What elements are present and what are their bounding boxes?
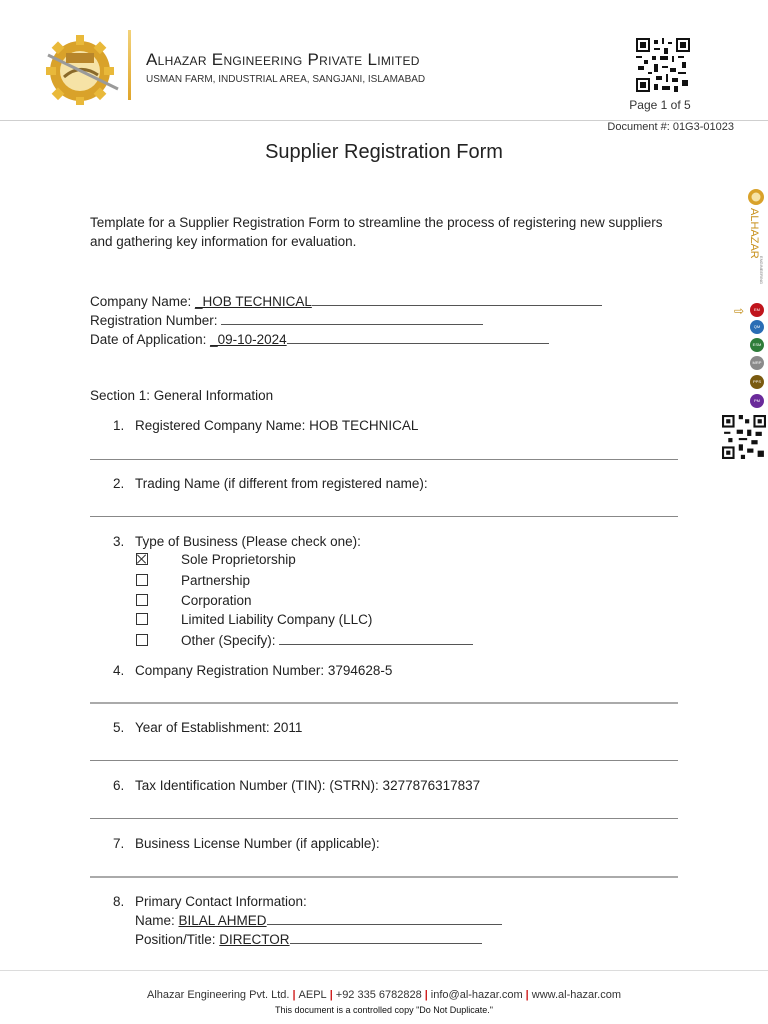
svg-text:ENGINEERING: ENGINEERING [759,256,764,285]
side-tag-esm[interactable]: ESM [750,338,764,352]
question-7: 7. Business License Number (if applicable): [113,836,380,851]
checkbox-icon[interactable] [136,634,148,646]
date-of-application-field: Date of Application: _09-10-2024 [90,331,549,347]
answer-line-7[interactable] [90,876,678,878]
footer-phone[interactable]: +92 335 6782828 [335,989,422,1001]
logo-divider [128,30,131,100]
option-llc[interactable]: Limited Liability Company (LLC) [136,612,372,627]
company-name-field: Company Name: _HOB TECHNICAL [90,293,602,309]
side-tag-em[interactable]: EM [750,303,764,317]
option-corporation[interactable]: Corporation [136,593,252,608]
footer-divider [0,970,768,971]
checkbox-icon[interactable] [136,594,148,606]
question-5: 5. Year of Establishment: 2011 [113,720,303,735]
page-total: 5 [684,98,691,112]
option-partnership[interactable]: Partnership [136,573,250,588]
answer-line-5[interactable] [90,760,678,761]
checkbox-icon[interactable] [136,574,148,586]
question-1: 1. Registered Company Name: HOB TECHNICAL [113,418,419,433]
company-name-value[interactable]: _HOB TECHNICAL [195,294,312,309]
arrow-right-icon: ⇨ [734,304,745,318]
question-2: 2. Trading Name (if different from registered name): [113,476,428,491]
contact-title-field: Position/Title: DIRECTOR [135,931,482,947]
registration-number-blank[interactable] [221,312,483,325]
checkbox-icon[interactable] [136,613,148,625]
footer-company: Alhazar Engineering Pvt. Ltd. [146,989,290,1001]
footer-abbr: AEPL [298,989,327,1001]
answer-line-2[interactable] [90,516,678,517]
footer-contact: Alhazar Engineering Pvt. Ltd. | AEPL | +92 335 6782828 | info@al-hazar.com | www.al-hazar.com [146,989,622,1001]
contact-name-field: Name: BILAL AHMED [135,912,502,928]
company-name: Alhazar Engineering Private Limited [146,50,420,69]
answer-line-1[interactable] [90,459,678,460]
footer-note: This document is a controlled copy "Do Not Duplicate." [275,1005,493,1015]
company-logo [44,33,122,105]
question-4: 4. Company Registration Number: 3794628-5 [113,663,393,678]
answer-line-6[interactable] [90,818,678,819]
page-title: Supplier Registration Form [265,141,503,163]
question-3: 3. Type of Business (Please check one): [113,534,361,549]
qr-code-icon [636,38,690,92]
svg-text:ALHAZAR: ALHAZAR [748,208,760,259]
page-indicator: Page 1 of 5 [629,98,691,112]
page-current: 1 [660,98,668,112]
date-value[interactable]: _09-10-2024 [210,332,287,347]
option-sole-proprietorship[interactable]: Sole Proprietorship [136,552,296,567]
option-other[interactable]: Other (Specify): [136,632,473,648]
company-address: USMAN FARM, INDUSTRIAL AREA, SANGJANI, ISLAMABAD [146,74,426,85]
question-6: 6. Tax Identification Number (TIN): (STRN): 3277876317837 [113,778,481,793]
side-logo-icon [747,188,765,206]
footer-website[interactable]: www.al-hazar.com [531,989,622,1001]
answer-line-4[interactable] [90,702,678,704]
side-brand-mark [745,206,767,301]
side-tag-mrp[interactable]: MRP [750,356,764,370]
question-8: 8. Primary Contact Information: [113,894,307,909]
form-intro: Template for a Supplier Registration Form to streamline the process of registering new suppliers and gathering key information for evaluation. [90,215,663,249]
side-tag-qm[interactable]: QM [750,320,764,334]
checkbox-checked-icon[interactable] [136,553,148,565]
side-tag-pps[interactable]: PPS [750,375,764,389]
footer-email[interactable]: info@al-hazar.com [430,989,523,1001]
document-number: Document #: 01G3-01023 [607,121,734,133]
qr-code-icon [722,415,766,459]
contact-name-value[interactable]: BILAL AHMED [178,913,267,928]
side-tag-pm[interactable]: PM [750,394,764,408]
section-heading: Section 1: General Information [90,388,274,403]
contact-title-value[interactable]: DIRECTOR [219,932,290,947]
registration-number-field: Registration Number: [90,312,483,328]
